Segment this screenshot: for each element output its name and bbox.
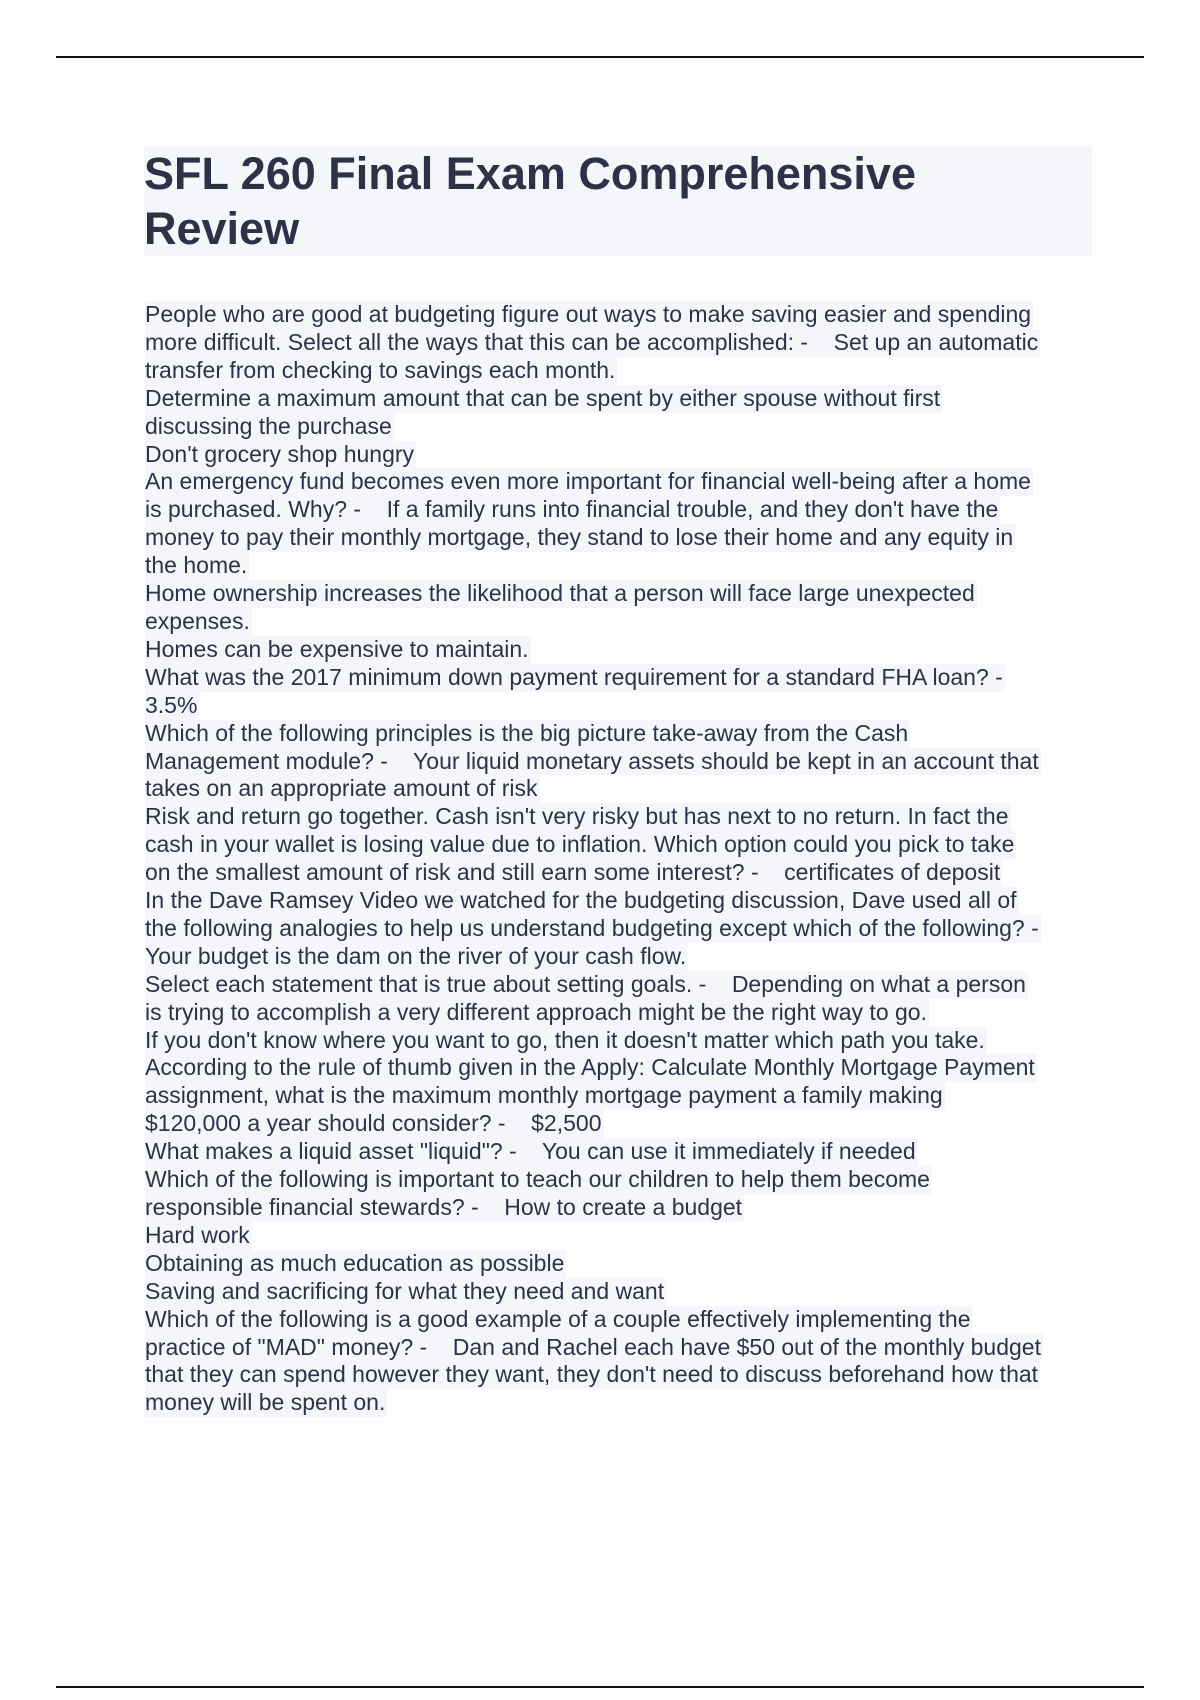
body-line: money will be spent on. <box>145 1389 386 1416</box>
document-body <box>145 301 1095 1417</box>
body-line: the following analogies to help us understand budgeting except which of the following? - <box>145 914 1039 941</box>
body-line: more difficult. Select all the ways that this can be accomplished: - Set up an automatic <box>145 328 1039 355</box>
title-block <box>144 146 1092 256</box>
body-line: on the smallest amount of risk and still earn some interest? - certificates of deposit <box>145 859 1001 886</box>
body-line: What makes a liquid asset "liquid"? - You can use it immediately if needed <box>145 1138 916 1165</box>
footer-rule <box>56 1686 1144 1688</box>
header-rule <box>56 56 1144 58</box>
body-line: Obtaining as much education as possible <box>145 1249 565 1276</box>
body-line: is trying to accomplish a very different approach might be the right way to go. <box>145 998 927 1025</box>
body-line: responsible financial stewards? - How to create a budget <box>145 1194 743 1220</box>
body-line: An emergency fund becomes even more important for financial well-being after a home <box>145 468 1031 495</box>
body-line: 3.5% <box>145 691 198 718</box>
body-line: Which of the following is a good example of a couple effectively implementing the <box>145 1305 971 1332</box>
body-line: Hard work <box>145 1221 250 1248</box>
body-line: takes on an appropriate amount of risk <box>145 775 538 802</box>
body-line: money to pay their monthly mortgage, they stand to lose their home and any equity in <box>145 524 1014 551</box>
body-line: What was the 2017 minimum down payment requirement for a standard FHA loan? - <box>145 663 1003 690</box>
body-line: Risk and return go together. Cash isn't very risky but has next to no return. In fact the <box>145 803 1009 830</box>
title-line: SFL 260 Final Exam Comprehensive <box>144 148 916 199</box>
body-line: practice of "MAD" money? - Dan and Rachel each have $50 out of the monthly budget <box>145 1333 1041 1360</box>
body-line: Homes can be expensive to maintain. <box>145 635 529 662</box>
body-line: is purchased. Why? - If a family runs into financial trouble, and they don't have the <box>145 496 999 523</box>
body-line: Select each statement that is true about setting goals. - Depending on what a person <box>145 970 1026 997</box>
body-line: that they can spend however they want, they don't need to discuss beforehand how that <box>145 1361 1039 1388</box>
title-line: Review <box>144 203 300 254</box>
body-line: Saving and sacrificing for what they need and want <box>145 1277 665 1304</box>
body-line: Home ownership increases the likelihood that a person will face large unexpected <box>145 580 975 607</box>
body-line: assignment, what is the maximum monthly mortgage payment a family making <box>145 1082 943 1109</box>
body-line: According to the rule of thumb given in the Apply: Calculate Monthly Mortgage Payment <box>145 1054 1035 1081</box>
body-line: $120,000 a year should consider? - $2,500 <box>145 1110 602 1137</box>
body-line: transfer from checking to savings each month. <box>145 356 616 383</box>
body-line: Your budget is the dam on the river of your cash flow. <box>145 942 687 969</box>
body-line: Which of the following principles is the big picture take-away from the Cash <box>145 719 909 746</box>
body-line: Don't grocery shop hungry <box>145 440 415 467</box>
body-line: the home. <box>145 552 248 579</box>
body-line: expenses. <box>145 607 250 634</box>
body-line: In the Dave Ramsey Video we watched for the budgeting discussion, Dave used all of <box>145 887 1017 914</box>
body-line: If you don't know where you want to go, then it doesn't matter which path you take. <box>145 1026 985 1053</box>
body-line: People who are good at budgeting figure out ways to make saving easier and spending <box>145 301 1032 327</box>
body-line: Which of the following is important to teach our children to help them become <box>145 1166 930 1193</box>
body-line: discussing the purchase <box>145 412 392 439</box>
body-line: cash in your wallet is losing value due to inflation. Which option could you pick to take <box>145 831 1015 858</box>
document-title <box>144 146 1092 256</box>
body-line: Management module? - Your liquid monetary assets should be kept in an account that <box>145 747 1039 774</box>
body-line: Determine a maximum amount that can be spent by either spouse without first <box>145 384 941 411</box>
